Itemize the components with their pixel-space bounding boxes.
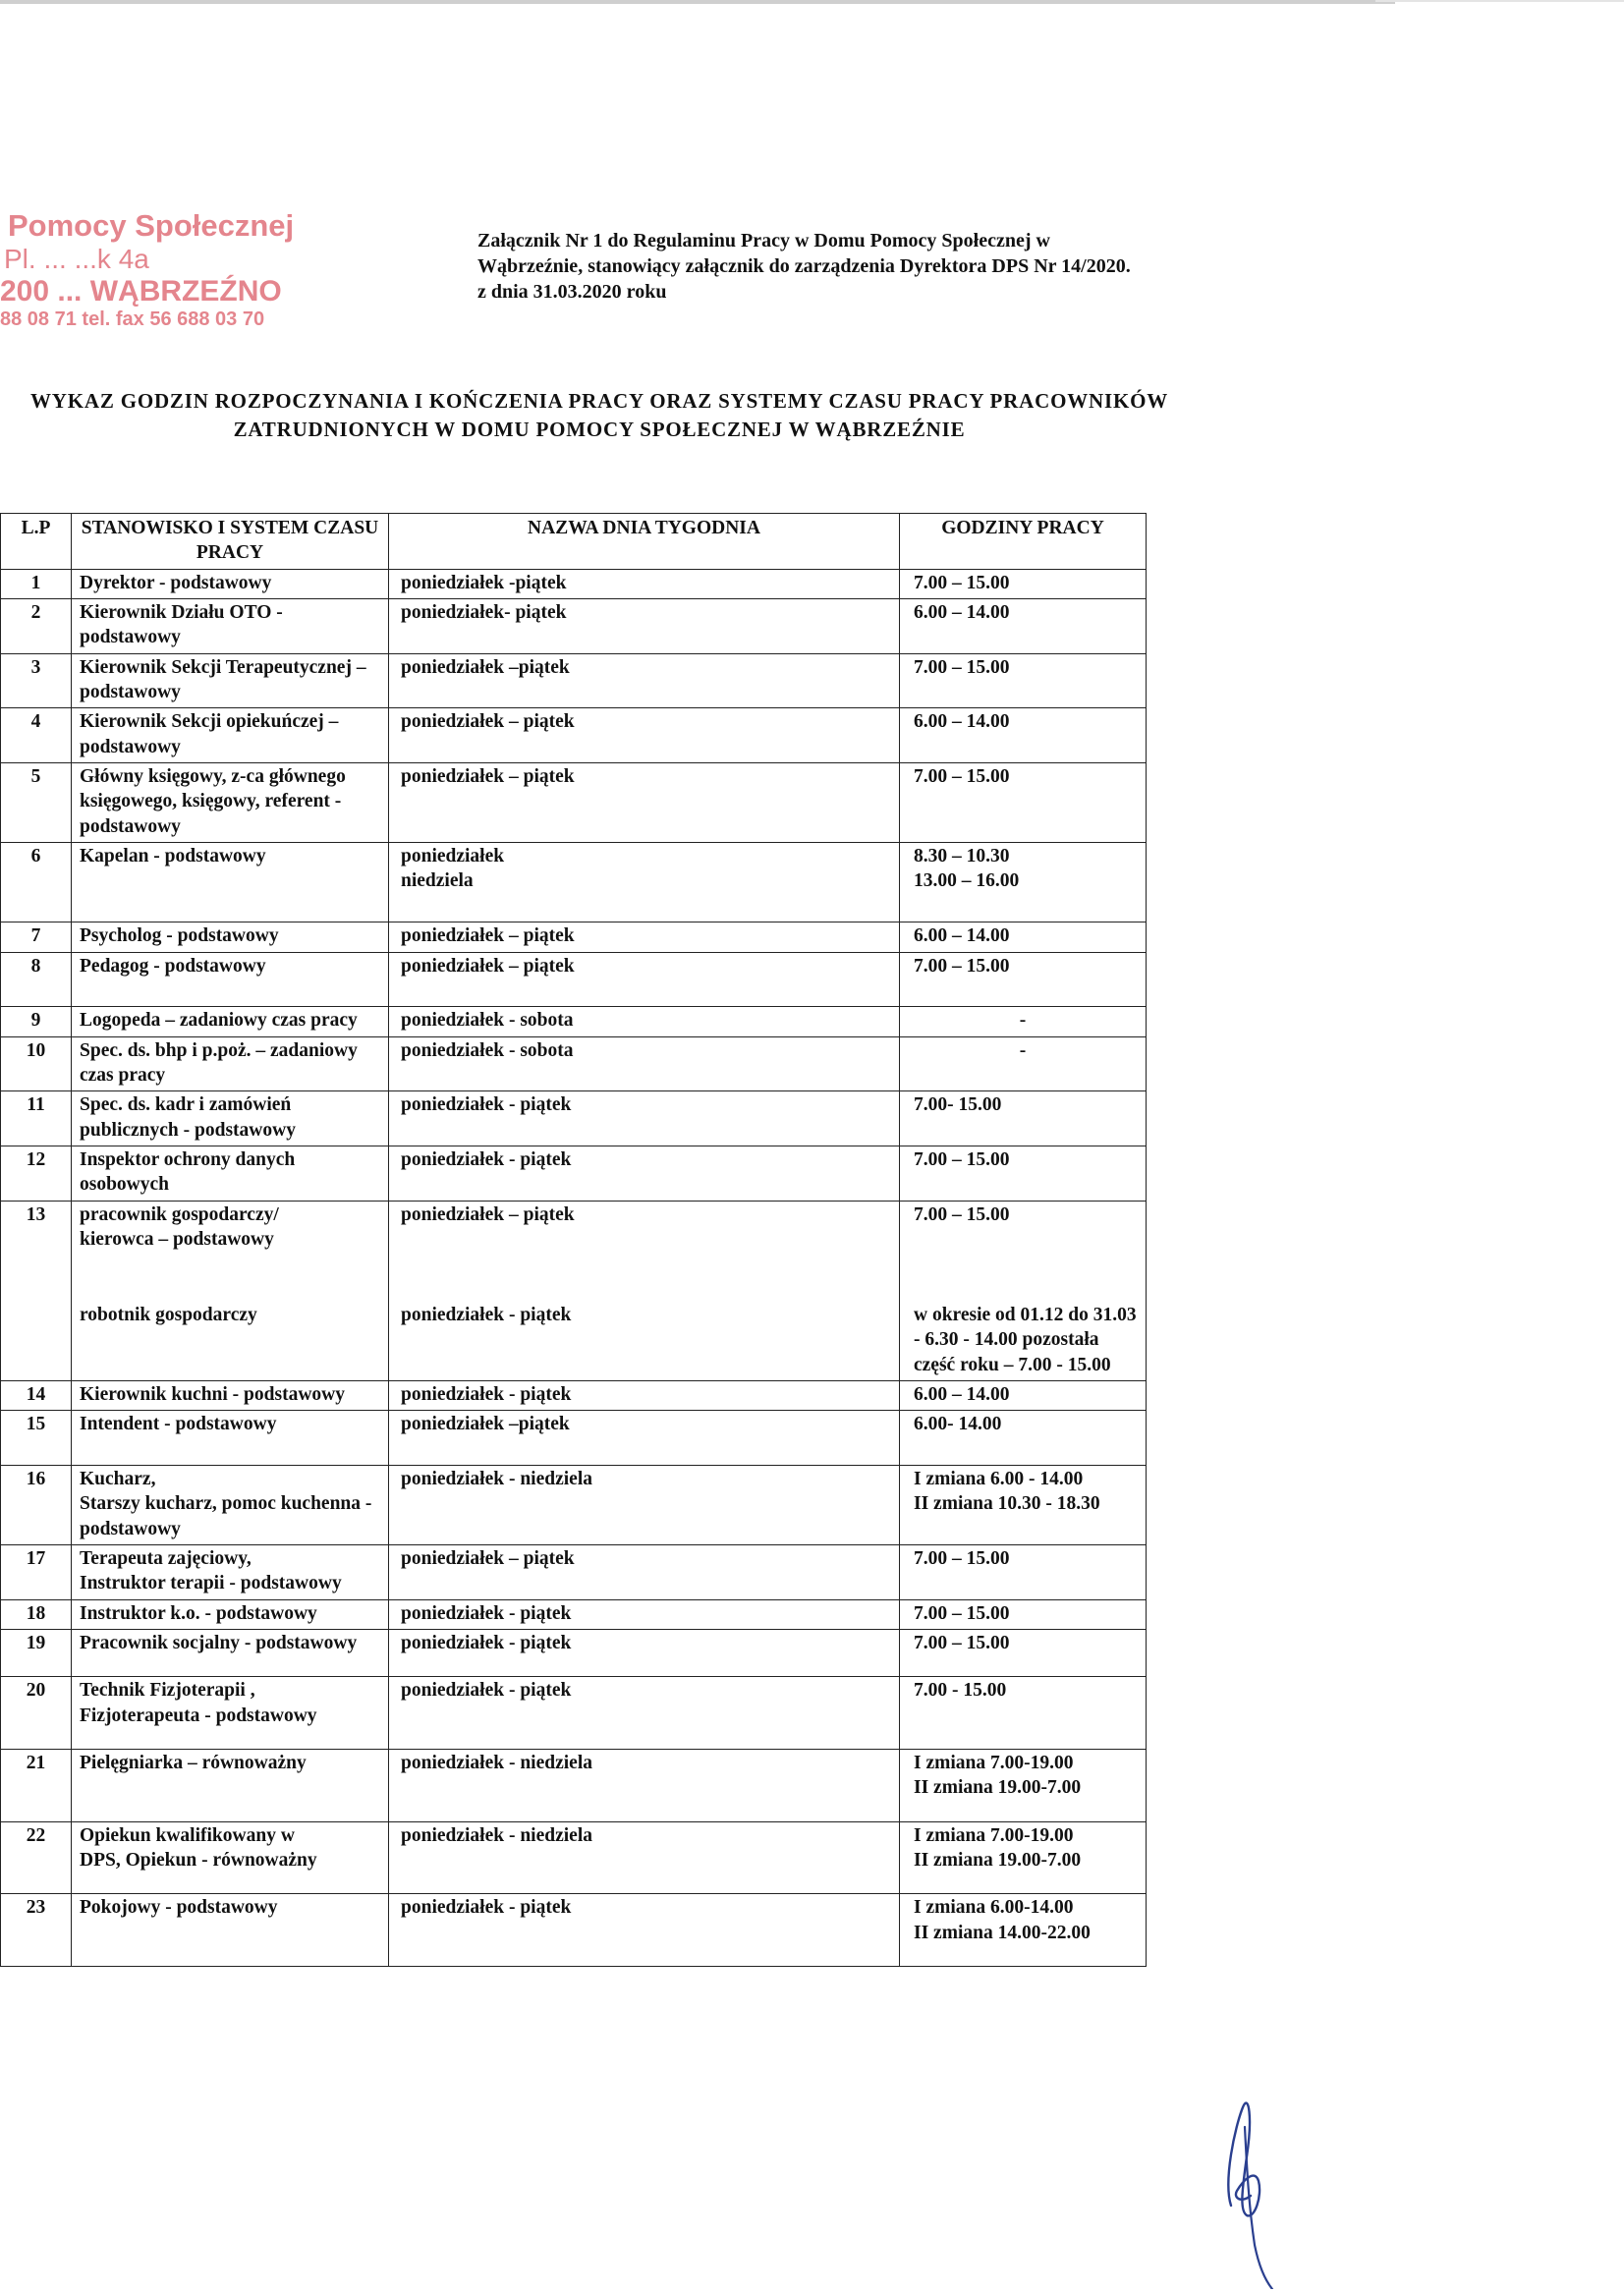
row-position: Pokojowy - podstawowy xyxy=(72,1894,389,1967)
row-hours xyxy=(900,1466,1147,1545)
row-hours xyxy=(900,1201,1147,1380)
position-line: Pedagog - podstawowy xyxy=(80,955,266,977)
hours-line: II zmiana 10.30 - 18.30 xyxy=(914,1493,1100,1515)
stamp-line: 200 ... WĄBRZEŹNO xyxy=(0,274,282,307)
table-row xyxy=(1,1091,1147,1146)
row-position: Kierownik kuchni - podstawowy xyxy=(72,1380,389,1410)
row-lp: 2 xyxy=(1,599,72,654)
row-hours: 7.00 – 15.00 xyxy=(900,763,1147,843)
stamp-line: 88 08 71 tel. fax 56 688 03 70 xyxy=(0,308,265,331)
row-position: Pielęgniarka – równoważny xyxy=(72,1750,389,1822)
row-position: Dyrektor - podstawowy xyxy=(72,569,389,598)
row-days: poniedziałek – piątek xyxy=(389,922,900,952)
row-lp: 15 xyxy=(1,1411,72,1466)
title-line: ZATRUDNIONYCH W DOMU POMOCY SPOŁECZNEJ W WĄBRZEŹNIE xyxy=(233,417,966,441)
position-line: Terapeuta zajęciowy, xyxy=(80,1548,252,1570)
row-lp: 17 xyxy=(1,1545,72,1600)
row-hours: 7.00 – 15.00 xyxy=(900,952,1147,1007)
row-hours: 6.00 – 14.00 xyxy=(900,1380,1147,1410)
spacer xyxy=(80,1437,380,1462)
row-hours: - xyxy=(900,1007,1147,1036)
row-days xyxy=(389,1201,900,1380)
hours-line: I zmiana 7.00-19.00 xyxy=(914,1824,1074,1846)
header-days: NAZWA DNIA TYGODNIA xyxy=(389,514,900,570)
row-hours xyxy=(900,1821,1147,1894)
scan-edge xyxy=(0,0,1395,4)
row-days: poniedziałek - niedziela xyxy=(389,1466,900,1545)
row-days: poniedziałek – piątek xyxy=(389,708,900,763)
row-days: poniedziałek - niedziela xyxy=(389,1750,900,1822)
row-position: Spec. ds. kadr i zamówień publicznych - podstawowy xyxy=(72,1091,389,1146)
row-lp: 14 xyxy=(1,1380,72,1410)
row-lp: 7 xyxy=(1,922,72,952)
title-line: WYKAZ GODZIN ROZPOCZYNANIA I KOŃCZENIA PRACY ORAZ SYSTEMY CZASU PRACY PRACOWNIKÓW xyxy=(29,389,1169,413)
spacer xyxy=(914,1873,1138,1890)
position-line: Intendent - podstawowy xyxy=(80,1414,277,1435)
row-days: poniedziałek - piątek xyxy=(389,1630,900,1677)
row-position: Inspektor ochrony danych osobowych xyxy=(72,1146,389,1201)
position-line: Fizjoterapeuta - podstawowy xyxy=(80,1705,317,1726)
row-hours: 7.00 – 15.00 xyxy=(900,1599,1147,1629)
position-line: Kucharz, xyxy=(80,1469,156,1489)
row-days: poniedziałek - piątek xyxy=(389,1380,900,1410)
hours-line: w okresie od 01.12 do 31.03 - 6.30 - 14.00 pozostała część roku – 7.00 - 15.00 xyxy=(914,1304,1137,1375)
row-days xyxy=(389,843,900,922)
spacer xyxy=(914,1227,1138,1303)
spacer xyxy=(401,894,891,919)
row-days: poniedziałek – piątek xyxy=(389,763,900,843)
position-line: Pracownik socjalny - podstawowy xyxy=(80,1633,358,1654)
row-position: Kapelan - podstawowy xyxy=(72,843,389,922)
attachment-note xyxy=(477,228,1224,305)
row-hours: 7.00 – 15.00 xyxy=(900,569,1147,598)
row-days: poniedziałek- piątek xyxy=(389,599,900,654)
table-row xyxy=(1,1545,1147,1600)
table-row xyxy=(1,1821,1147,1894)
row-days: poniedziałek –piątek xyxy=(389,1411,900,1466)
table-row xyxy=(1,922,1147,952)
row-days: poniedziałek - sobota xyxy=(389,1007,900,1036)
table-row xyxy=(1,1894,1147,1967)
row-position: Spec. ds. bhp i p.poż. – zadaniowy czas pracy xyxy=(72,1036,389,1091)
row-position: Instruktor k.o. - podstawowy xyxy=(72,1599,389,1629)
row-lp: 11 xyxy=(1,1091,72,1146)
signature-icon xyxy=(1204,2088,1292,2289)
row-hours xyxy=(900,1894,1147,1967)
table-row xyxy=(1,599,1147,654)
table-row xyxy=(1,569,1147,598)
table-row xyxy=(1,1677,1147,1750)
row-hours: - xyxy=(900,1036,1147,1091)
row-lp: 16 xyxy=(1,1466,72,1545)
row-position: Kierownik Sekcji opiekuńczej – podstawowy xyxy=(72,708,389,763)
row-days: poniedziałek - niedziela xyxy=(389,1821,900,1894)
row-position xyxy=(72,952,389,1007)
position-line: Instruktor terapii - podstawowy xyxy=(80,1573,342,1594)
table-row xyxy=(1,1630,1147,1677)
position-line: Starszy kucharz, pomoc kuchenna - podstawowy xyxy=(80,1493,372,1539)
row-position xyxy=(72,1545,389,1600)
row-days: poniedziałek –piątek xyxy=(389,653,900,708)
hours-line: II zmiana 19.00-7.00 xyxy=(914,1850,1082,1872)
row-lp: 21 xyxy=(1,1750,72,1822)
row-lp: 12 xyxy=(1,1146,72,1201)
row-position: Kierownik Działu OTO - podstawowy xyxy=(72,599,389,654)
day-line: poniedziałek xyxy=(401,846,505,867)
row-days: poniedziałek - piątek xyxy=(389,1091,900,1146)
position-line: Opiekun kwalifikowany w xyxy=(80,1824,295,1846)
work-hours-table xyxy=(0,513,1147,1967)
row-position: Kierownik Sekcji Terapeutycznej – podstawowy xyxy=(72,653,389,708)
document-title xyxy=(0,387,1199,444)
stamp-line: Pl. ... ...k 4a xyxy=(4,243,149,274)
row-lp: 1 xyxy=(1,569,72,598)
row-position: Logopeda – zadaniowy czas pracy xyxy=(72,1007,389,1036)
day-line: niedziela xyxy=(401,870,474,892)
spacer xyxy=(914,1801,1138,1818)
table-row xyxy=(1,1750,1147,1822)
hours-line: I zmiana 6.00 - 14.00 xyxy=(914,1469,1084,1489)
row-hours: 6.00 – 14.00 xyxy=(900,922,1147,952)
row-position: Psycholog - podstawowy xyxy=(72,922,389,952)
row-hours: 6.00 – 14.00 xyxy=(900,599,1147,654)
table-row xyxy=(1,1380,1147,1410)
table-row xyxy=(1,952,1147,1007)
row-days: poniedziałek – piątek xyxy=(389,1545,900,1600)
spacer xyxy=(401,1227,891,1303)
row-position: Główny księgowy, z-ca głównego księgowego, księgowy, referent - podstawowy xyxy=(72,763,389,843)
row-lp: 5 xyxy=(1,763,72,843)
spacer xyxy=(80,1728,380,1746)
row-days: poniedziałek - piątek xyxy=(389,1599,900,1629)
hours-line: II zmiana 19.00-7.00 xyxy=(914,1777,1082,1799)
row-position xyxy=(72,1201,389,1380)
row-hours xyxy=(900,1750,1147,1822)
header-lp: L.P xyxy=(1,514,72,570)
hours-line: 13.00 – 16.00 xyxy=(914,870,1020,892)
hours-line: I zmiana 7.00-19.00 xyxy=(914,1753,1074,1774)
hours-line: II zmiana 14.00-22.00 xyxy=(914,1922,1091,1943)
row-lp: 20 xyxy=(1,1677,72,1750)
table-row xyxy=(1,708,1147,763)
row-lp: 4 xyxy=(1,708,72,763)
position-line: robotnik gospodarczy xyxy=(80,1305,257,1326)
row-hours: 7.00 – 15.00 xyxy=(900,1630,1147,1677)
row-hours: 7.00 – 15.00 xyxy=(900,1545,1147,1600)
row-lp: 6 xyxy=(1,843,72,922)
position-line: DPS, Opiekun - równoważny xyxy=(80,1850,317,1872)
table-row xyxy=(1,843,1147,922)
table-row xyxy=(1,763,1147,843)
table-row xyxy=(1,1036,1147,1091)
row-lp: 3 xyxy=(1,653,72,708)
row-lp: 18 xyxy=(1,1599,72,1629)
row-days: poniedziałek - piątek xyxy=(389,1677,900,1750)
institution-stamp xyxy=(0,208,295,331)
row-hours xyxy=(900,843,1147,922)
row-days: poniedziałek - sobota xyxy=(389,1036,900,1091)
row-lp: 10 xyxy=(1,1036,72,1091)
table-row xyxy=(1,1146,1147,1201)
row-position xyxy=(72,1821,389,1894)
hours-line: 8.30 – 10.30 xyxy=(914,846,1010,867)
stamp-line: Pomocy Społecznej xyxy=(8,208,295,243)
spacer xyxy=(80,1252,380,1303)
row-hours: 7.00- 15.00 xyxy=(900,1091,1147,1146)
row-position xyxy=(72,1630,389,1677)
table-row xyxy=(1,1007,1147,1036)
day-line: poniedziałek - piątek xyxy=(401,1304,572,1325)
row-hours: 6.00 – 14.00 xyxy=(900,708,1147,763)
row-days: poniedziałek – piątek xyxy=(389,952,900,1007)
attachment-line: z dnia 31.03.2020 roku xyxy=(477,281,667,303)
day-line: poniedziałek – piątek xyxy=(401,1203,575,1225)
table-row xyxy=(1,1201,1147,1380)
row-lp: 8 xyxy=(1,952,72,1007)
hours-line: I zmiana 6.00-14.00 xyxy=(914,1897,1074,1919)
attachment-line: Wąbrzeźnie, stanowiący załącznik do zarządzenia Dyrektora DPS Nr 14/2020. xyxy=(477,255,1131,277)
row-hours: 7.00 – 15.00 xyxy=(900,653,1147,708)
attachment-line: Załącznik Nr 1 do Regulaminu Pracy w Domu Pomocy Społecznej w xyxy=(477,230,1050,252)
row-position xyxy=(72,1677,389,1750)
row-days: poniedziałek - piątek xyxy=(389,1894,900,1967)
spacer xyxy=(914,1945,1138,1963)
row-hours: 7.00 - 15.00 xyxy=(900,1677,1147,1750)
position-line: pracownik gospodarczy/ xyxy=(80,1203,279,1225)
row-lp: 19 xyxy=(1,1630,72,1677)
row-position xyxy=(72,1466,389,1545)
hours-line: 7.00 – 15.00 xyxy=(914,1203,1010,1225)
spacer xyxy=(80,1655,380,1673)
header-hours: GODZINY PRACY xyxy=(900,514,1147,570)
row-lp: 13 xyxy=(1,1201,72,1380)
table-row xyxy=(1,1466,1147,1545)
row-lp: 23 xyxy=(1,1894,72,1967)
row-hours: 6.00- 14.00 xyxy=(900,1411,1147,1466)
table-row xyxy=(1,653,1147,708)
row-days: poniedziałek - piątek xyxy=(389,1146,900,1201)
table-header-row xyxy=(1,514,1147,570)
position-line: kierowca – podstawowy xyxy=(80,1228,274,1250)
header-position: STANOWISKO I SYSTEM CZASU PRACY xyxy=(72,514,389,570)
row-days: poniedziałek -piątek xyxy=(389,569,900,598)
row-hours: 7.00 – 15.00 xyxy=(900,1146,1147,1201)
spacer xyxy=(80,978,380,1003)
table-row xyxy=(1,1599,1147,1629)
row-position xyxy=(72,1411,389,1466)
table-row xyxy=(1,1411,1147,1466)
scan-edge xyxy=(1375,0,1624,2)
row-lp: 22 xyxy=(1,1821,72,1894)
position-line: Technik Fizjoterapii , xyxy=(80,1680,255,1702)
row-lp: 9 xyxy=(1,1007,72,1036)
